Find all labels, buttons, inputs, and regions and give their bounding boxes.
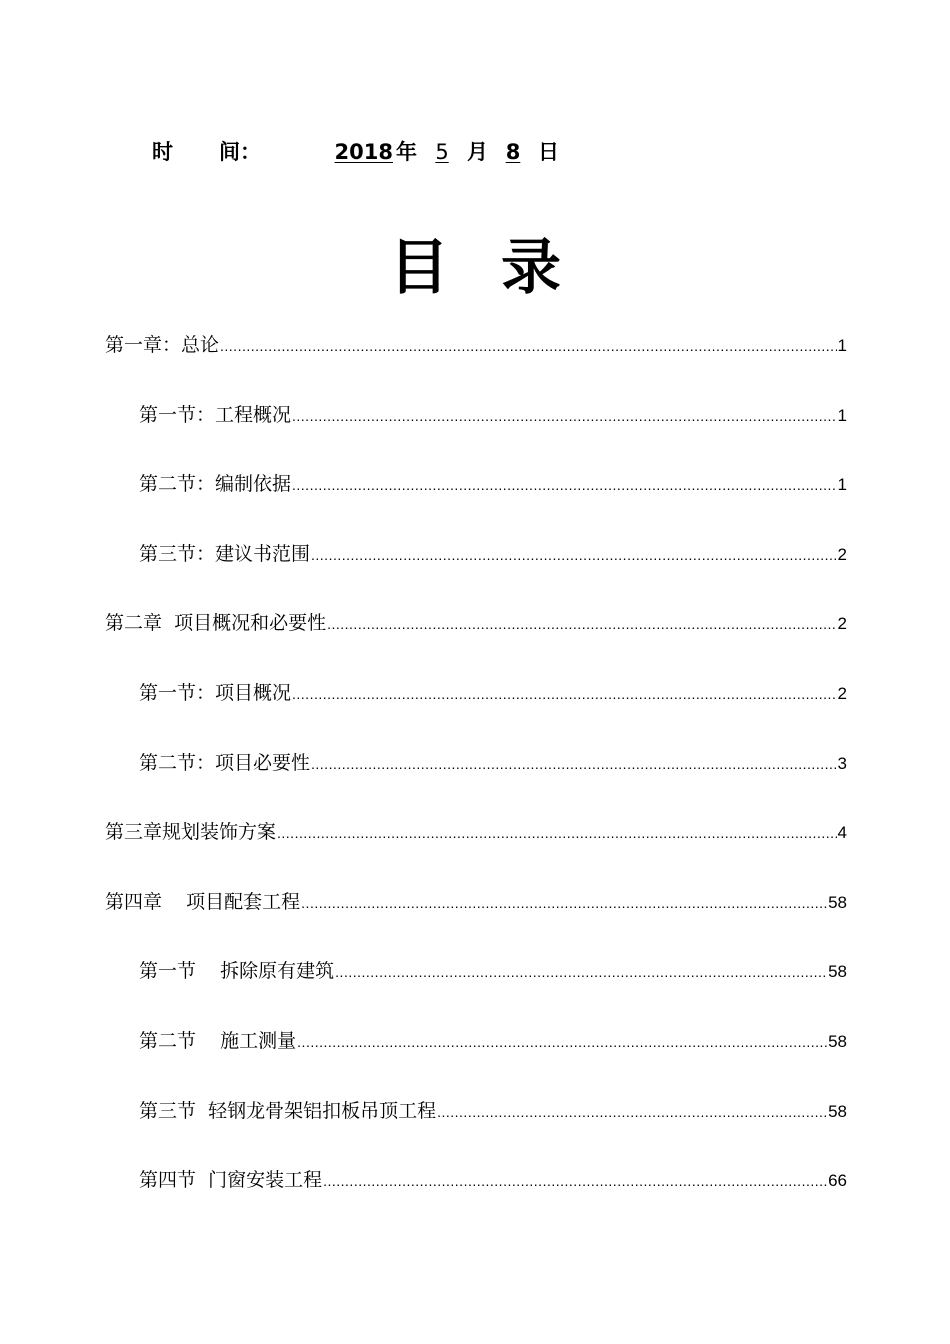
toc-dot-leader — [292, 679, 837, 709]
toc-page-number: 2 — [837, 684, 847, 703]
date-day-unit: 日 — [538, 140, 559, 164]
toc-page-number: 2 — [837, 544, 847, 564]
toc-dot-leader — [220, 331, 837, 361]
date-label-char-2: 间： — [219, 140, 261, 164]
toc-dot-leader — [277, 818, 837, 848]
toc-entry-label: 第三章规划装饰方案 — [105, 821, 277, 844]
toc-dot-leader — [292, 401, 837, 431]
date-month-unit: 月 — [467, 140, 488, 164]
toc-section-entry[interactable] — [139, 1096, 847, 1126]
toc-entry-label: 第二节：项目必要性 — [139, 751, 311, 774]
toc-section-entry[interactable] — [139, 400, 847, 430]
toc-page-number: 1 — [837, 405, 847, 425]
toc-dot-leader — [297, 1027, 827, 1057]
toc-entry-label: 第四章 项目配套工程 — [105, 890, 301, 913]
date-label-char-1: 时 — [152, 140, 173, 164]
date-month: 5 — [435, 140, 449, 164]
toc-dot-leader — [292, 470, 837, 500]
toc-entry-label: 第二节 施工测量 — [139, 1030, 297, 1052]
toc-entry-label: 第二章 项目概况和必要性 — [105, 612, 327, 635]
toc-title: 目录 — [389, 233, 613, 303]
toc-page-number: 58 — [828, 1032, 847, 1051]
toc-entry-label: 第一节：项目概况 — [139, 682, 292, 704]
toc-entry-label: 第一章：总论 — [105, 334, 220, 356]
toc-page-number: 58 — [828, 1101, 847, 1121]
toc-section-entry[interactable] — [139, 539, 847, 569]
toc-page-number: 1 — [837, 475, 847, 495]
toc-dot-leader — [323, 1166, 827, 1196]
toc-section-entry[interactable] — [139, 748, 847, 778]
toc-section-entry[interactable] — [139, 678, 847, 708]
toc-section-entry[interactable] — [139, 956, 847, 986]
toc-chapter-entry[interactable] — [105, 817, 847, 847]
toc-page-number: 58 — [828, 962, 847, 982]
toc-page-number: 2 — [837, 614, 847, 634]
toc-dot-leader — [311, 540, 837, 570]
toc-page-number: 66 — [828, 1171, 847, 1191]
toc-chapter-entry[interactable] — [105, 887, 847, 917]
toc-dot-leader — [327, 609, 836, 639]
toc-section-entry[interactable] — [139, 1026, 847, 1056]
toc-chapter-entry[interactable] — [105, 330, 847, 360]
toc-page-number: 58 — [828, 892, 847, 912]
toc-entry-label: 第三节 轻钢龙骨架铝扣板吊顶工程 — [139, 1099, 437, 1122]
date-year: 2018 — [334, 140, 393, 164]
toc-section-entry[interactable] — [139, 469, 847, 499]
toc-entry-label: 第三节：建议书范围 — [139, 542, 311, 565]
toc-entry-label: 第二节：编制依据 — [139, 473, 292, 496]
toc-dot-leader — [301, 888, 827, 918]
date-day: 8 — [505, 140, 521, 164]
toc-dot-leader — [335, 957, 827, 987]
toc-page-number: 3 — [837, 753, 847, 773]
date-year-unit: 年 — [396, 140, 417, 164]
toc-chapter-entry[interactable] — [105, 608, 847, 638]
toc-section-entry[interactable] — [139, 1165, 847, 1195]
toc-page-number: 1 — [837, 336, 847, 355]
toc-entry-label: 第一节 拆除原有建筑 — [139, 960, 335, 983]
toc-dot-leader — [437, 1097, 827, 1127]
toc-entry-label: 第四节 门窗安装工程 — [139, 1169, 323, 1192]
toc-dot-leader — [311, 749, 837, 779]
toc-entry-label: 第一节：工程概况 — [139, 403, 292, 426]
date-line — [152, 136, 560, 166]
toc-page-number: 4 — [837, 823, 847, 843]
